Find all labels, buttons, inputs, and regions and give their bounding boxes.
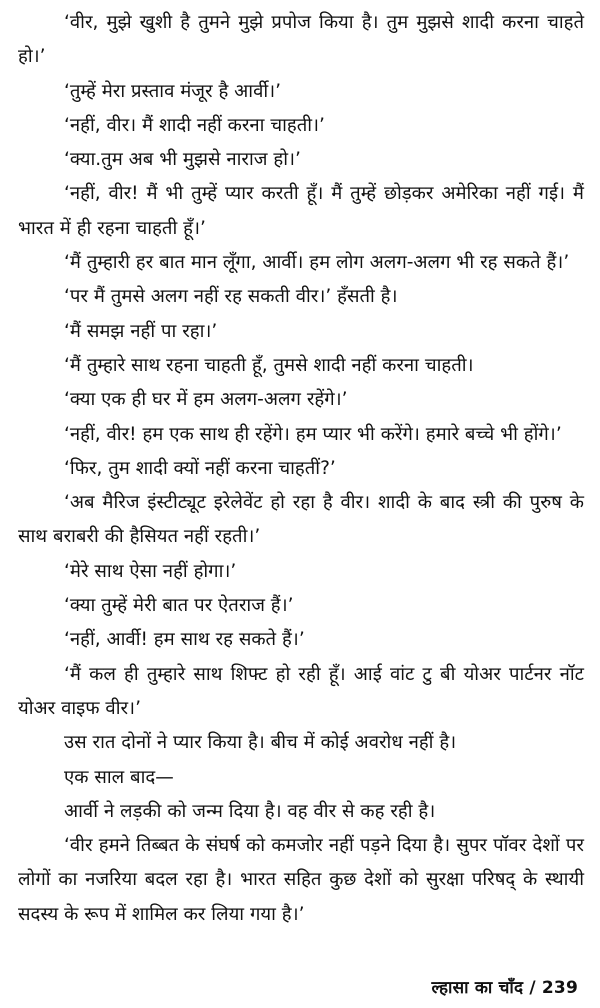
book-page-body (18, 6, 584, 932)
paragraph: ‘मैं कल ही तुम्हारे साथ शिफ्ट हो रही हूँ। आई वांट टु बी योअर पार्टनर नॉट योअर वाइफ वीर।’ (18, 663, 584, 719)
paragraph: ‘वीर हमने तिब्बत के संघर्ष को कमजोर नहीं पड़ने दिया है। सुपर पॉवर देशों पर लोगों का नजरिया बदल रहा है। भारत सहित कुछ देशों को सुरक्षा परिषद् के स्थायी सदस्य के रूप में शामिल कर लिया गया है।’ (18, 835, 584, 925)
paragraph: ‘अब मैरिज इंस्टीट्यूट इरेलेवेंट हो रहा है वीर। शादी के बाद स्त्री की पुरुष के साथ बराबरी की हैसियत नहीं रहती।’ (18, 492, 584, 548)
paragraph: ‘वीर, मुझे खुशी है तुमने मुझे प्रपोज किया है। तुम मुझसे शादी करना चाहते हो।’ (18, 12, 584, 68)
paragraph: ‘मेरे साथ ऐसा नहीं होगा।’ (64, 560, 237, 582)
paragraph: ‘फिर, तुम शादी क्यों नहीं करना चाहतीं?’ (64, 457, 336, 479)
page-footer-title-and-number: ल्हासा का चाँद / 239 (431, 978, 578, 998)
paragraph: ‘नहीं, आर्वी! हम साथ रह सकते हैं।’ (64, 629, 305, 651)
paragraph: ‘नहीं, वीर! हम एक साथ ही रहेंगे। हम प्यार भी करेंगे। हमारे बच्चे भी होंगे।’ (64, 423, 562, 445)
paragraph: ‘तुम्हें मेरा प्रस्ताव मंजूर है आर्वी।’ (64, 80, 282, 102)
paragraph: ‘नहीं, वीर। मैं शादी नहीं करना चाहती।’ (64, 114, 325, 136)
paragraph: एक साल बाद— (64, 766, 174, 788)
paragraph: ‘पर मैं तुमसे अलग नहीं रह सकती वीर।’ हँसती है। (64, 286, 398, 308)
paragraph: ‘मैं समझ नहीं पा रहा।’ (64, 320, 218, 342)
paragraph: ‘क्या.तुम अब भी मुझसे नाराज हो।’ (64, 149, 301, 171)
paragraph: ‘नहीं, वीर! मैं भी तुम्हें प्यार करती हूँ। मैं तुम्हें छोड़कर अमेरिका नहीं गई। मैं भारत में ही रहना चाहती हूँ।’ (18, 183, 584, 239)
paragraph: ‘क्या एक ही घर में हम अलग-अलग रहेंगे।’ (64, 389, 348, 411)
paragraph: उस रात दोनों ने प्यार किया है। बीच में कोई अवरोध नहीं है। (64, 732, 457, 754)
paragraph: ‘क्या तुम्हें मेरी बात पर ऐतराज हैं।’ (64, 595, 294, 617)
paragraph: ‘मैं तुम्हारे साथ रहना चाहती हूँ, तुमसे शादी नहीं करना चाहती। (64, 354, 474, 376)
paragraph: ‘मैं तुम्हारी हर बात मान लूँगा, आर्वी। हम लोग अलग-अलग भी रह सकते हैं।’ (64, 252, 570, 274)
paragraph: आर्वी ने लड़की को जन्म दिया है। वह वीर से कह रही है। (64, 800, 436, 822)
